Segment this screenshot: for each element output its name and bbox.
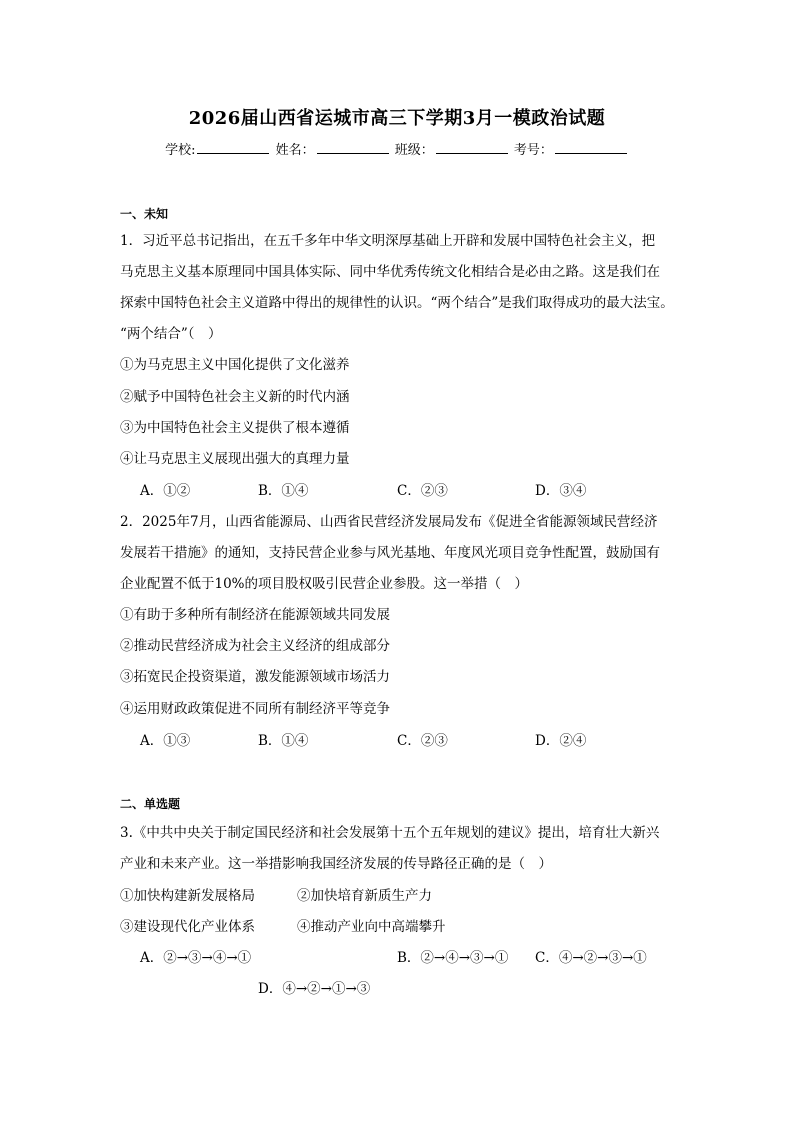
q1-line-4: “两个结合”（ ） (120, 326, 222, 342)
q2-statement-1: ①有助于多种所有制经济在能源领域共同发展 (120, 607, 390, 623)
class-blank[interactable] (436, 141, 508, 154)
q2-option-a[interactable]: A．①③ (140, 733, 191, 749)
q2-line-2: 发展若干措施》的通知，支持民营企业参与风光基地、年度风光项目竞争性配置，鼓励国有 (120, 545, 660, 561)
q3-statement-3: ③建设现代化产业体系 (120, 919, 255, 935)
q1-line-2: 马克思主义基本原理同中国具体实际、同中华优秀传统文化相结合是必由之路。这是我们在 (120, 264, 660, 280)
exam-title: 2026届山西省运城市高三下学期3月一模政治试题 (188, 108, 606, 129)
q1-option-d[interactable]: D．③④ (535, 483, 587, 499)
q3-statement-2: ②加快培育新质生产力 (297, 888, 432, 904)
q2-statement-2: ②推动民营经济成为社会主义经济的组成部分 (120, 638, 390, 654)
q2-statement-3: ③拓宽民企投资渠道，激发能源领域市场活力 (120, 669, 390, 685)
q1-line-3: 探索中国特色社会主义道路中得出的规律性的认识。“两个结合”是我们取得成功的最大法宝。 (120, 295, 674, 311)
q2-option-c[interactable]: C．②③ (397, 733, 448, 749)
q3-option-a[interactable]: A．②→③→④→① (140, 950, 252, 966)
school-label: 学校: (165, 143, 196, 158)
q1-option-a[interactable]: A．①② (140, 483, 191, 499)
q2-option-d[interactable]: D．②④ (535, 733, 587, 749)
q2-line-1: 2．2025年7月，山西省能源局、山西省民营经济发展局发布《促进全省能源领域民营经济 (120, 514, 658, 530)
q2-line-3: 企业配置不低于10%的项目股权吸引民营企业参股。这一举措（ ） (120, 576, 529, 592)
q1-option-c[interactable]: C．②③ (397, 483, 448, 499)
q1-statement-3: ③为中国特色社会主义提供了根本遵循 (120, 420, 350, 436)
q3-option-d[interactable]: D．④→②→①→③ (258, 981, 371, 997)
q2-statement-4: ④运用财政政策促进不同所有制经济平等竞争 (120, 701, 390, 717)
q1-statement-4: ④让马克思主义展现出强大的真理力量 (120, 451, 350, 467)
q3-option-b[interactable]: B．②→④→③→① (397, 950, 509, 966)
section-heading-1: 一、未知 (120, 207, 169, 221)
student-info-line (0, 139, 794, 158)
section-heading-2: 二、单选题 (120, 797, 181, 811)
q3-line-2: 产业和未来产业。这一举措影响我国经济发展的传导路径正确的是（ ） (120, 856, 552, 872)
q3-statement-4: ④推动产业向中高端攀升 (297, 919, 446, 935)
q1-statement-1: ①为马克思主义中国化提供了文化滋养 (120, 357, 350, 373)
exam-no-label: 考号： (513, 143, 553, 158)
exam-no-blank[interactable] (555, 141, 627, 154)
school-blank[interactable] (197, 141, 269, 154)
q1-statement-2: ②赋予中国特色社会主义新的时代内涵 (120, 389, 350, 405)
name-label: 姓名： (275, 143, 315, 158)
q1-option-b[interactable]: B．①④ (258, 483, 309, 499)
name-blank[interactable] (317, 141, 389, 154)
q1-line-1: 1．习近平总书记指出，在五千多年中华文明深厚基础上开辟和发展中国特色社会主义，把 (120, 233, 656, 249)
class-label: 班级： (394, 143, 434, 158)
q3-line-1: 3.《中共中央关于制定国民经济和社会发展第十五个五年规划的建议》提出，培育壮大新兴 (120, 825, 660, 841)
q3-option-c[interactable]: C．④→②→③→① (535, 950, 647, 966)
q3-statement-1: ①加快构建新发展格局 (120, 888, 255, 904)
q2-option-b[interactable]: B．①④ (258, 733, 309, 749)
